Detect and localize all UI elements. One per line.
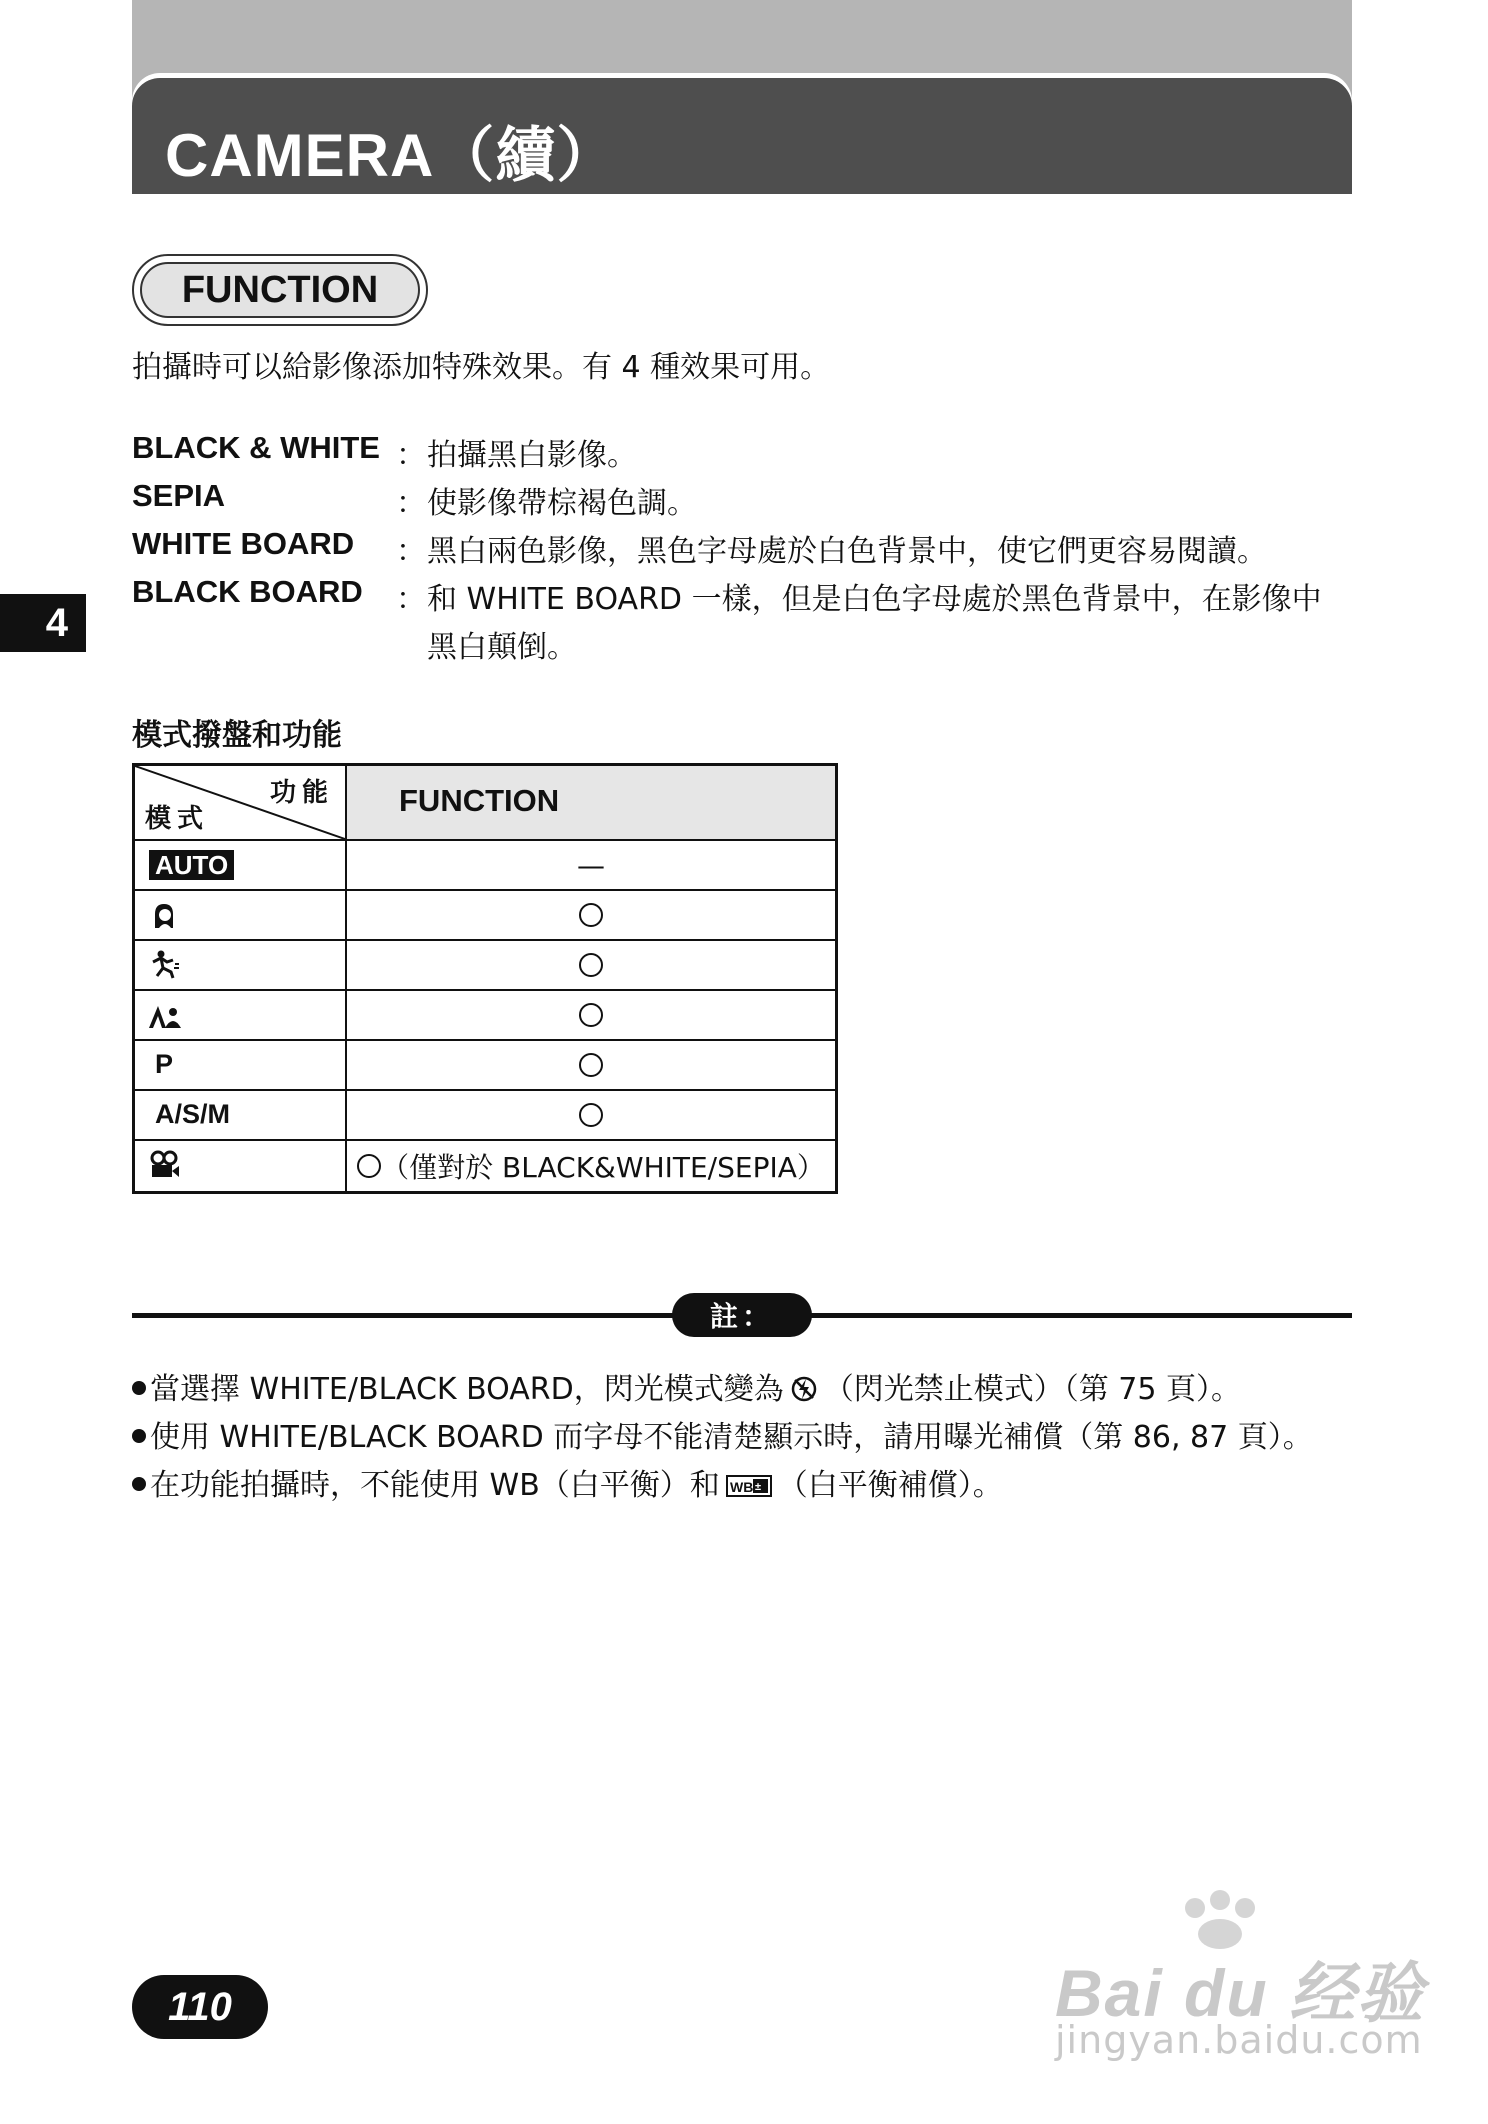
mode-function-table: [132, 763, 838, 1194]
effect-desc: 拍攝黑白影像。: [427, 438, 637, 473]
table-row: [135, 1141, 835, 1191]
effect-colon: ：: [396, 438, 426, 473]
available-circle-icon: [357, 1154, 381, 1178]
mode-label: A/S/M: [155, 1099, 231, 1129]
mode-cell: [135, 991, 347, 1039]
available-circle-icon: [579, 903, 603, 927]
available-circle-icon: [579, 1053, 603, 1077]
table-header-mode-cn: 模式: [145, 803, 210, 833]
intro-text: 拍攝時可以給影像添加特殊效果。有 4 種效果可用。: [132, 350, 831, 385]
bullet-icon: [132, 1429, 146, 1443]
function-cell: [347, 891, 835, 939]
available-circle-icon: [579, 1003, 603, 1027]
auto-mode-badge: AUTO: [149, 850, 234, 880]
sports-icon: [149, 950, 181, 980]
mode-cell: [135, 941, 347, 989]
page-number: 110: [132, 1975, 268, 2039]
svg-text:±: ±: [754, 1481, 761, 1493]
mode-cell: [135, 1041, 347, 1089]
note-text: 使用 WHITE/BLACK BOARD 而字母不能清楚顯示時，請用曝光補償（第 86, 87 頁）。: [150, 1420, 1313, 1455]
function-cell: [347, 941, 835, 989]
bullet-icon: [132, 1381, 146, 1395]
effect-desc: 和 WHITE BOARD 一樣，但是白色字母處於黑色背景中，在影像中: [427, 582, 1322, 617]
wb-compensation-icon: [726, 1473, 772, 1499]
table-header-function: FUNCTION: [399, 783, 560, 818]
effect-term: WHITE BOARD: [132, 526, 355, 561]
svg-text:WB: WB: [729, 1479, 754, 1495]
note-item: [132, 1412, 1313, 1456]
effect-term: SEPIA: [132, 478, 226, 513]
note-text: 在功能拍攝時，不能使用 WB（白平衡）和: [150, 1468, 720, 1503]
watermark-logo-text: Bai du 经验: [1055, 1956, 1426, 2030]
page-title: CAMERA（續）: [165, 122, 618, 189]
flash-off-icon: [790, 1375, 818, 1403]
effect-desc: 黑白兩色影像，黑色字母處於白色背景中，使它們更容易閱讀。: [427, 534, 1267, 569]
table-row: [135, 991, 835, 1041]
note-text: （白平衡補償）。: [777, 1468, 1003, 1503]
chapter-tab: 4: [0, 594, 86, 652]
available-circle-icon: [579, 1103, 603, 1127]
table-caption: 模式撥盤和功能: [132, 719, 342, 752]
function-cell: [347, 1141, 835, 1191]
note-item: [132, 1364, 1241, 1408]
table-row: [135, 1091, 835, 1141]
landscape-portrait-icon: [149, 1000, 181, 1030]
effect-colon: ：: [396, 534, 426, 569]
mode-cell: [135, 841, 347, 889]
table-row: [135, 841, 835, 891]
bullet-icon: [132, 1477, 146, 1491]
effect-term: BLACK & WHITE: [132, 430, 380, 465]
function-cell: [347, 841, 835, 889]
watermark-url: jingyan.baidu.com: [1055, 2018, 1423, 2062]
notes-badge: 註：: [672, 1293, 812, 1337]
note-item: [132, 1460, 1003, 1504]
section-badge: [132, 254, 428, 326]
mode-cell: [135, 891, 347, 939]
effect-colon: ：: [396, 582, 426, 617]
effect-desc-continued: 黑白顛倒。: [427, 630, 577, 665]
function-cell: [347, 1041, 835, 1089]
not-available-mark: —: [577, 848, 605, 882]
mode-cell: [135, 1141, 347, 1191]
available-circle-icon: [579, 953, 603, 977]
function-note: （僅對於 BLACK&WHITE/SEPIA）: [381, 1151, 825, 1184]
note-text: （閃光禁止模式）（第 75 頁）。: [823, 1372, 1241, 1407]
table-header-mode-cell: [135, 766, 347, 841]
table-row: [135, 1041, 835, 1091]
function-cell: [347, 1091, 835, 1139]
portrait-icon: [149, 900, 179, 930]
effect-colon: ：: [396, 486, 426, 521]
table-row: [135, 891, 835, 941]
effect-term: BLACK BOARD: [132, 574, 363, 609]
note-text: 當選擇 WHITE/BLACK BOARD，閃光模式變為: [150, 1372, 784, 1407]
function-cell: [347, 991, 835, 1039]
table-header-function-cn: 功能: [270, 777, 335, 807]
section-badge-label: FUNCTION: [181, 268, 379, 311]
movie-icon: [149, 1150, 181, 1180]
mode-label: P: [155, 1049, 174, 1079]
mode-cell: [135, 1091, 347, 1139]
effect-desc: 使影像帶棕褐色調。: [427, 486, 697, 521]
table-row: [135, 941, 835, 991]
